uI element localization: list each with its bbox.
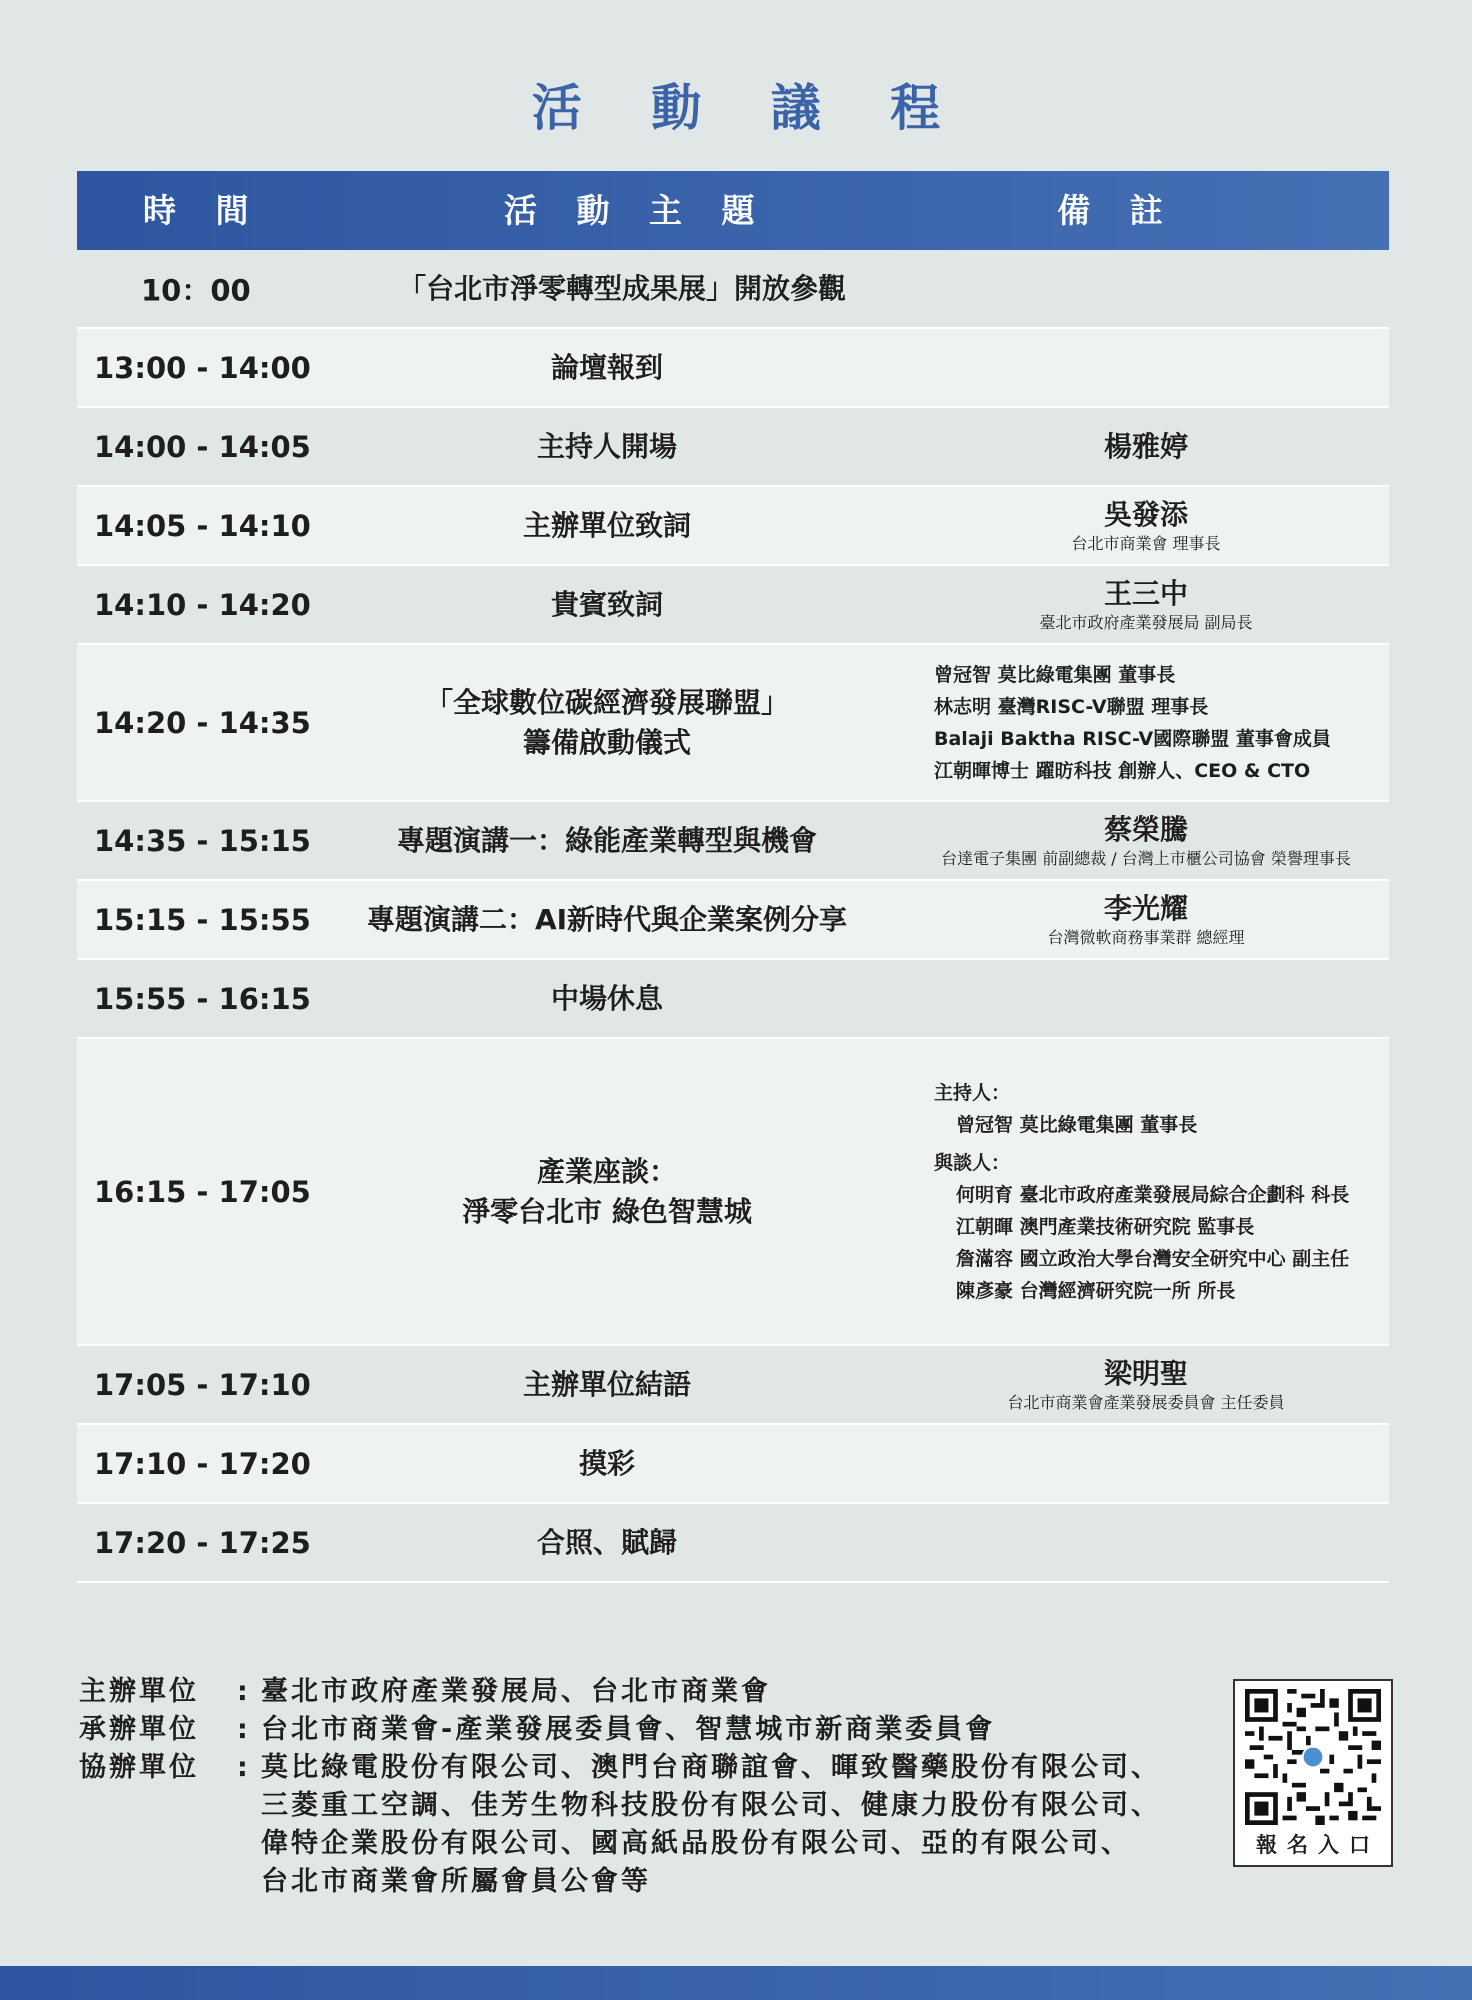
table-row [77, 1425, 1389, 1504]
row-note [916, 576, 1376, 634]
speaker-name: 楊雅婷 [1103, 429, 1188, 463]
organizer-names [261, 1673, 771, 1711]
speaker-name: 蔡榮騰 [1103, 812, 1188, 846]
row-note [916, 891, 1376, 949]
topic-line: 貴賓致詞 [550, 587, 663, 621]
topic-line: 合照、賦歸 [536, 1525, 677, 1559]
table-row [77, 566, 1389, 645]
organizer-line: 莫比綠電股份有限公司、澳門台商聯誼會、暉致醫藥股份有限公司、 [261, 1752, 1161, 1783]
table-row [77, 1039, 1389, 1346]
row-time: 17:05 - 17:10 [94, 1367, 311, 1402]
speaker-name: 梁明聖 [1103, 1356, 1188, 1390]
speaker-name: 王三中 [1103, 576, 1188, 610]
speaker-title: 台達電子集團 前副總裁 / 台灣上市櫃公司協會 榮譽理事長 [941, 848, 1351, 868]
row-topic [322, 269, 922, 309]
panelist-item: 陳彥豪 台灣經濟研究院一所 所長 [956, 1279, 1236, 1302]
panelist-item: 何明育 臺北市政府產業發展局綜合企劃科 科長 [956, 1183, 1350, 1206]
organizer-names [261, 1711, 995, 1749]
speaker-title: 台北市商業會 理事長 [1071, 533, 1221, 553]
row-time: 10：00 [141, 273, 251, 307]
speaker-name: 吳發添 [1103, 497, 1188, 531]
page-title: 活 動 議 程 [531, 79, 967, 137]
row-topic [307, 821, 907, 861]
row-topic [307, 1365, 907, 1405]
row-topic [307, 900, 907, 940]
table-row [77, 408, 1389, 487]
speaker-title: 台灣微軟商務事業群 總經理 [1047, 927, 1245, 947]
organizer-row [79, 1749, 1161, 1901]
list-item: 江朝暉博士 躍昉科技 創辦人、CEO & CTO [934, 759, 1311, 782]
panelist-item: 詹滿容 國立政治大學台灣安全研究中心 副主任 [956, 1247, 1350, 1270]
topic-line: 摸彩 [578, 1446, 635, 1480]
topic-line: 論壇報到 [550, 350, 663, 384]
agenda-table [77, 171, 1389, 1583]
row-topic [307, 506, 907, 546]
row-topic [307, 683, 907, 763]
row-note [916, 1356, 1376, 1414]
topic-line: 專題演講二：AI新時代與企業案例分享 [366, 902, 848, 936]
table-row [77, 960, 1389, 1039]
topic-line: 專題演講一：綠能產業轉型與機會 [396, 823, 817, 857]
organizer-names [261, 1749, 1161, 1901]
organizer-label: 承辦單位 [79, 1714, 199, 1745]
row-topic [307, 1523, 907, 1563]
table-row [77, 881, 1389, 960]
table-row [77, 1346, 1389, 1425]
row-time: 15:15 - 15:55 [94, 902, 311, 937]
speaker-title: 台北市商業會產業發展委員會 主任委員 [1007, 1392, 1285, 1412]
header-topic: 活 動 主 題 [504, 191, 769, 230]
row-time: 14:05 - 14:10 [94, 508, 311, 543]
header-note: 備 註 [1057, 191, 1177, 230]
table-header [77, 171, 1389, 250]
row-time: 17:10 - 17:20 [94, 1446, 311, 1481]
row-time: 14:20 - 14:35 [94, 705, 311, 740]
topic-line: 淨零台北市 綠色智慧城 [462, 1194, 752, 1228]
row-note [916, 429, 1376, 465]
list-item: 曾冠智 莫比綠電集團 董事長 [934, 663, 1176, 686]
speaker-title: 臺北市政府產業發展局 副局長 [1039, 612, 1253, 632]
qr-label: 報名入口 [1256, 1833, 1380, 1857]
organizer-row [79, 1711, 1161, 1749]
row-time: 16:15 - 17:05 [94, 1174, 311, 1209]
organizer-label: 協辦單位 [79, 1752, 199, 1783]
row-note [916, 497, 1376, 555]
organizer-row [79, 1673, 1161, 1711]
panelist-item: 江朝暉 澳門產業技術研究院 監事長 [956, 1215, 1255, 1238]
organizer-label: 主辦單位 [79, 1676, 199, 1707]
row-topic [307, 427, 907, 467]
qr-code-icon [1245, 1689, 1381, 1825]
organizer-line: 臺北市政府產業發展局、台北市商業會 [261, 1676, 771, 1707]
participant-list [934, 659, 1331, 787]
organizer-line: 三菱重工空調、佳芳生物科技股份有限公司、健康力股份有限公司、 [261, 1790, 1161, 1821]
row-time: 17:20 - 17:25 [94, 1525, 311, 1560]
panel-label: 與談人： [934, 1151, 1011, 1174]
speaker-name: 李光耀 [1103, 891, 1188, 925]
row-time: 14:00 - 14:05 [94, 429, 311, 464]
organizers-block [79, 1673, 1161, 1901]
row-time: 15:55 - 16:15 [94, 981, 311, 1016]
bottom-bar [0, 1966, 1472, 2000]
organizer-line: 台北市商業會-產業發展委員會、智慧城市新商業委員會 [261, 1714, 996, 1745]
table-row [77, 250, 1389, 329]
table-row [77, 645, 1389, 802]
row-topic [307, 585, 907, 625]
organizer-colon: : [237, 1714, 251, 1745]
table-row [77, 802, 1389, 881]
topic-line: 主辦單位結語 [522, 1367, 691, 1401]
row-note [916, 812, 1376, 870]
table-row [77, 329, 1389, 408]
topic-line: 「台北市淨零轉型成果展」開放參觀 [397, 271, 846, 305]
moderator-item: 曾冠智 莫比綠電集團 董事長 [956, 1113, 1198, 1136]
organizer-colon: : [237, 1676, 251, 1707]
organizer-colon: : [237, 1752, 251, 1783]
topic-line: 主辦單位致詞 [522, 508, 691, 542]
header-time: 時 間 [143, 191, 263, 230]
table-row [77, 1504, 1389, 1583]
table-row [77, 487, 1389, 566]
organizer-line: 偉特企業股份有限公司、國高紙品股份有限公司、亞的有限公司、 [261, 1828, 1131, 1859]
row-time: 14:35 - 15:15 [94, 823, 311, 858]
row-time: 13:00 - 14:00 [94, 350, 311, 385]
registration-qr[interactable] [1233, 1679, 1393, 1867]
row-topic [307, 1152, 907, 1232]
row-time: 14:10 - 14:20 [94, 587, 311, 622]
organizer-line: 台北市商業會所屬會員公會等 [261, 1866, 651, 1897]
topic-line: 中場休息 [550, 981, 663, 1015]
row-topic [307, 979, 907, 1019]
topic-line: 主持人開場 [536, 429, 677, 463]
panel-list [934, 1077, 1349, 1307]
row-topic [307, 348, 907, 388]
topic-line: 籌備啟動儀式 [522, 725, 691, 759]
row-topic [307, 1444, 907, 1484]
topic-line: 「全球數位碳經濟發展聯盟」 [424, 685, 789, 719]
list-item: Balaji Baktha RISC-V國際聯盟 董事會成員 [934, 727, 1331, 750]
topic-line: 產業座談： [536, 1154, 677, 1188]
moderator-label: 主持人： [934, 1081, 1011, 1104]
list-item: 林志明 臺灣RISC-V聯盟 理事長 [934, 695, 1209, 718]
